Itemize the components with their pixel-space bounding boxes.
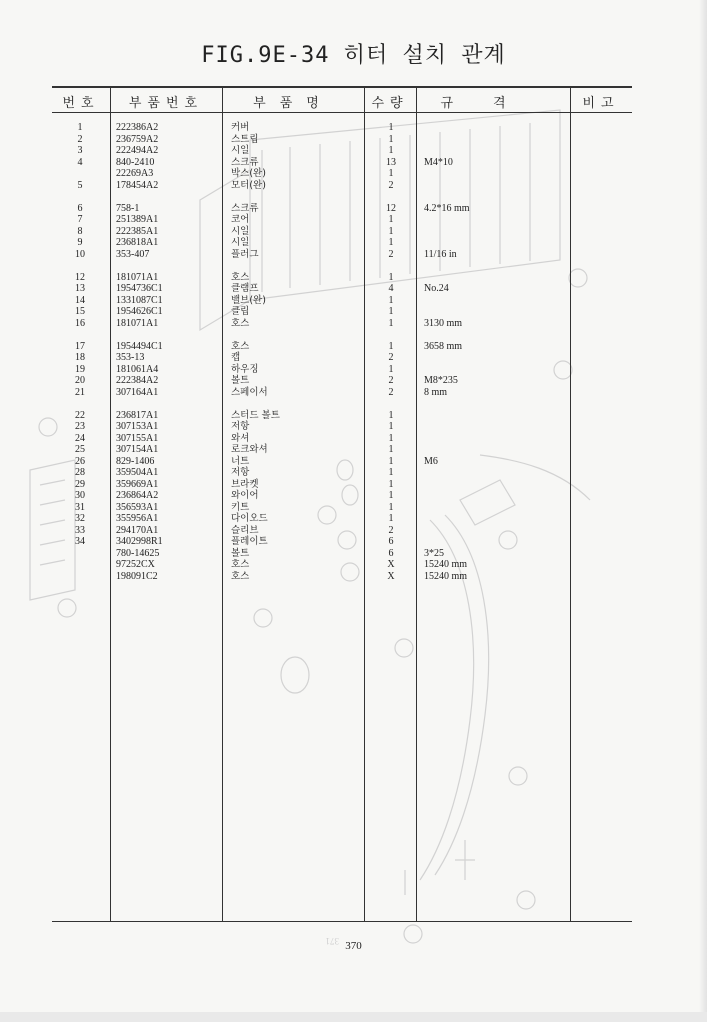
part-number-cell: 353-13 (116, 352, 145, 363)
page-title: FIG.9E-34 히터 설치 관계 (201, 43, 506, 68)
part-name-cell: 밸브(완) (231, 294, 266, 306)
part-name-cell: 호스 (231, 317, 250, 329)
part-no-cell: 4 (77, 156, 83, 168)
part-number-cell: 3402998R1 (116, 536, 163, 547)
qty-cell: 2 (388, 524, 394, 536)
part-number-cell: 780-14625 (116, 547, 160, 559)
qty-cell: 1 (388, 317, 394, 329)
part-no-cell: 15 (75, 306, 85, 317)
qty-cell: 1 (388, 294, 394, 306)
part-name-cell: 호스 (231, 570, 250, 582)
qty-cell: X (387, 559, 395, 570)
part-name-cell: 너트 (231, 455, 250, 467)
spec-cell: M4*10 (424, 156, 453, 168)
part-number-cell: 181061A4 (116, 363, 159, 375)
spec-cell: No.24 (424, 283, 449, 294)
part-number-cell: 840-2410 (116, 156, 155, 168)
col-divider-2 (222, 86, 223, 922)
part-name-cell: 클립 (231, 306, 250, 317)
col-divider-5 (570, 86, 571, 922)
header-part-name: 부품명 (253, 96, 333, 111)
qty-cell: 1 (388, 122, 394, 133)
part-number-cell: 178454A2 (116, 179, 159, 191)
qty-cell: 6 (388, 547, 394, 559)
col-divider-4 (416, 86, 417, 922)
qty-cell: 1 (388, 478, 394, 490)
part-name-cell: 저항 (231, 421, 250, 432)
part-no-cell: 24 (75, 432, 85, 444)
part-no-cell: 21 (75, 386, 85, 398)
qty-cell: 1 (388, 432, 394, 444)
part-name-cell: 시일 (231, 225, 250, 237)
part-no-cell: 6 (77, 202, 83, 214)
part-name-cell: 플러그 (231, 248, 259, 260)
header-part-number: 부품번호 (128, 96, 204, 111)
part-number-cell: 198091C2 (116, 570, 158, 582)
part-no-cell: 26 (75, 455, 85, 467)
part-number-cell: 97252CX (116, 559, 155, 570)
header-bottom-rule (52, 112, 632, 113)
part-no-cell: 34 (75, 536, 85, 547)
qty-cell: X (387, 570, 395, 582)
qty-cell: 1 (388, 225, 394, 237)
header-no: 번호 (62, 96, 100, 111)
part-name-cell: 스터드 볼트 (231, 409, 280, 421)
part-name-cell: 호스 (231, 340, 250, 352)
part-no-cell: 7 (77, 214, 83, 225)
part-name-cell: 와이어 (231, 490, 259, 501)
part-name-cell: 와셔 (231, 432, 250, 444)
part-name-cell: 키트 (231, 501, 250, 513)
part-number-cell: 307153A1 (116, 421, 159, 432)
part-no-cell: 30 (75, 490, 85, 501)
col-divider-3 (364, 86, 365, 922)
part-no-cell: 17 (75, 340, 85, 352)
part-number-cell: 359669A1 (116, 478, 159, 490)
part-name-cell: 하우징 (231, 363, 259, 375)
part-no-cell: 33 (75, 524, 85, 536)
part-name-cell: 볼트 (231, 375, 250, 386)
part-name-cell: 로크와셔 (231, 444, 268, 455)
part-number-cell: 181071A1 (116, 317, 159, 329)
qty-cell: 1 (388, 421, 394, 432)
part-number-cell: 758-1 (116, 202, 140, 214)
spec-cell: 11/16 in (424, 248, 457, 260)
spec-cell: 3*25 (424, 547, 444, 559)
part-name-cell: 저항 (231, 467, 250, 478)
part-number-cell: 307155A1 (116, 432, 159, 444)
part-name-cell: 볼트 (231, 547, 250, 559)
part-no-cell: 28 (75, 467, 85, 478)
part-name-cell: 호스 (231, 271, 250, 283)
spec-cell: 3658 mm (424, 340, 463, 352)
part-no-cell: 1 (77, 122, 83, 133)
part-no-cell: 18 (75, 352, 85, 363)
part-number-cell: 359504A1 (116, 467, 159, 478)
part-no-cell: 19 (75, 363, 85, 375)
part-name-cell: 박스(완) (231, 168, 266, 179)
part-name-cell: 슬리브 (231, 524, 259, 536)
part-no-cell: 16 (75, 317, 85, 329)
part-name-cell: 다이오드 (231, 513, 268, 524)
header-spec: 규격 (440, 96, 546, 111)
part-number-cell: 356593A1 (116, 501, 159, 513)
part-no-cell: 12 (75, 271, 85, 283)
part-number-cell: 222494A2 (116, 145, 159, 156)
page-number: 370 (345, 940, 362, 952)
qty-cell: 1 (388, 490, 394, 501)
qty-cell: 2 (388, 352, 394, 363)
table-top-rule (52, 86, 632, 88)
part-name-cell: 브라켓 (231, 478, 259, 490)
part-no-cell: 8 (77, 225, 83, 237)
part-name-cell: 플레이트 (231, 536, 268, 547)
part-number-cell: 1331087C1 (116, 294, 163, 306)
header-remarks: 비고 (582, 96, 620, 111)
part-name-cell: 스크류 (231, 202, 259, 214)
qty-cell: 1 (388, 363, 394, 375)
qty-cell: 2 (388, 386, 394, 398)
part-name-cell: 스페이서 (231, 386, 268, 398)
qty-cell: 12 (386, 202, 396, 214)
part-number-cell: 222384A2 (116, 375, 159, 386)
part-name-cell: 스크류 (231, 156, 259, 168)
part-number-cell: 1954494C1 (116, 340, 163, 352)
qty-cell: 1 (388, 168, 394, 179)
part-number-cell: 355956A1 (116, 513, 159, 524)
qty-cell: 6 (388, 536, 394, 547)
part-no-cell: 22 (75, 409, 85, 421)
spec-cell: 4.2*16 mm (424, 202, 470, 214)
part-number-cell: 236759A2 (116, 133, 159, 145)
part-number-cell: 829-1406 (116, 455, 155, 467)
part-no-cell: 10 (75, 248, 85, 260)
qty-cell: 13 (386, 156, 396, 168)
background-page-mark: 371 (325, 936, 339, 946)
part-no-cell: 31 (75, 501, 85, 513)
qty-cell: 1 (388, 455, 394, 467)
part-no-cell: 20 (75, 375, 85, 386)
qty-cell: 1 (388, 271, 394, 283)
part-number-cell: 222385A1 (116, 225, 159, 237)
part-name-cell: 모터(완) (231, 179, 266, 191)
part-name-cell: 시일 (231, 237, 250, 248)
part-number-cell: 181071A1 (116, 271, 159, 283)
part-no-cell: 23 (75, 421, 85, 432)
spec-cell: M6 (424, 455, 438, 467)
qty-cell: 1 (388, 133, 394, 145)
qty-cell: 2 (388, 179, 394, 191)
header-qty: 수량 (371, 96, 409, 111)
part-number-cell: 294170A1 (116, 524, 159, 536)
qty-cell: 1 (388, 444, 394, 455)
part-number-cell: 1954626C1 (116, 306, 163, 317)
part-number-cell: 222386A2 (116, 122, 159, 133)
part-number-cell: 307154A1 (116, 444, 159, 455)
part-name-cell: 커버 (231, 122, 250, 133)
part-number-cell: 236864A2 (116, 490, 159, 501)
table-bottom-rule (52, 921, 632, 922)
part-name-cell: 클램프 (231, 283, 259, 294)
part-no-cell: 3 (77, 145, 83, 156)
qty-cell: 1 (388, 145, 394, 156)
part-number-cell: 251389A1 (116, 214, 159, 225)
part-number-cell: 307164A1 (116, 386, 159, 398)
part-no-cell: 14 (75, 294, 85, 306)
qty-cell: 2 (388, 248, 394, 260)
qty-cell: 1 (388, 409, 394, 421)
qty-cell: 1 (388, 340, 394, 352)
part-no-cell: 9 (77, 237, 83, 248)
part-name-cell: 코어 (231, 214, 250, 225)
qty-cell: 1 (388, 214, 394, 225)
part-name-cell: 스트립 (231, 133, 259, 145)
part-no-cell: 2 (77, 133, 83, 145)
part-name-cell: 호스 (231, 559, 250, 570)
part-no-cell: 29 (75, 478, 85, 490)
spec-cell: 15240 mm (424, 570, 468, 582)
qty-cell: 1 (388, 513, 394, 524)
spec-cell: 3130 mm (424, 317, 463, 329)
part-number-cell: 236817A1 (116, 409, 159, 421)
qty-cell: 4 (388, 283, 394, 294)
spec-cell: 8 mm (424, 386, 448, 398)
part-no-cell: 32 (75, 513, 85, 524)
qty-cell: 2 (388, 375, 394, 386)
part-number-cell: 1954736C1 (116, 283, 163, 294)
part-name-cell: 시일 (231, 145, 250, 156)
col-divider-1 (110, 86, 111, 922)
qty-cell: 1 (388, 237, 394, 248)
part-number-cell: 22269A3 (116, 168, 154, 179)
part-number-cell: 353-407 (116, 248, 150, 260)
qty-cell: 1 (388, 501, 394, 513)
spec-cell: M8*235 (424, 375, 458, 386)
spec-cell: 15240 mm (424, 559, 468, 570)
part-no-cell: 13 (75, 283, 85, 294)
part-no-cell: 25 (75, 444, 85, 455)
qty-cell: 1 (388, 467, 394, 478)
part-number-cell: 236818A1 (116, 237, 159, 248)
qty-cell: 1 (388, 306, 394, 317)
part-no-cell: 5 (77, 179, 83, 191)
part-name-cell: 캡 (231, 352, 241, 363)
